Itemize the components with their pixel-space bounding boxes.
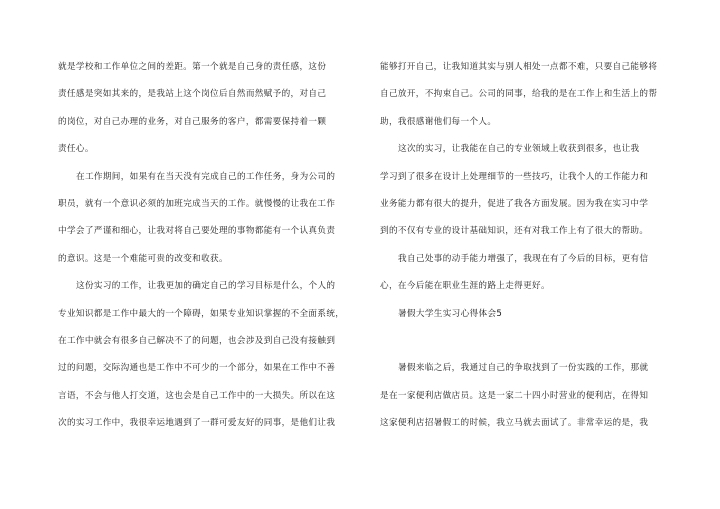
text-line: 责任感是突如其来的，是我站上这个岗位后自然而然赋予的，对自己	[58, 89, 327, 100]
text-line: 次的实习工作中，我很幸运地遇到了一群可爱友好的同事，是他们让我	[58, 418, 336, 429]
text-line: 就是学校和工作单位之间的差距。第一个就是自己身的责任感，这份	[58, 62, 327, 72]
text-line: 这次的实习，让我能在自己的专业领域上收获到很多，也让我	[398, 144, 640, 155]
left-text-column	[58, 54, 358, 437]
text-line: 学习到了很多在设计上处理细节的一些技巧，让我个人的工作能力和	[380, 171, 649, 182]
section-heading: 暑假大学生实习心得体会5	[398, 308, 503, 319]
blank-line	[380, 328, 685, 355]
text-line: 这家便利店招暑假工的时候，我立马就去面试了。非常幸运的是，我	[380, 418, 649, 429]
text-line: 业务能力都有很大的提升，促进了我各方面发展。因为我在实习中学	[380, 198, 649, 209]
text-line: 暑假来临之后，我通过自己的争取找到了一份实践的工作，那就	[398, 363, 649, 374]
text-line: 过的问题，交际沟通也是工作中不可少的一个部分，如果在工作中不善	[58, 363, 336, 374]
text-line: 自己放开，不拘束自己。公司的同事，给我的是在工作上和生活上的帮	[380, 89, 658, 100]
text-line: 在工作中就会有很多自己解决不了的问题，也会涉及到自己没有接触到	[58, 335, 336, 346]
text-line: 责任心。	[58, 144, 94, 155]
text-line: 助，我很感谢他们每一个人。	[380, 116, 497, 127]
text-line: 中学会了严谨和细心，让我对将自己要处理的事物都能有一个认真负责	[58, 226, 336, 237]
text-line: 心，在今后能在职业生涯的路上走得更好。	[380, 281, 550, 292]
text-line: 是在一家便利店做店员。这是一家二十四小时营业的便利店，在得知	[380, 390, 649, 401]
text-line: 在工作期间，如果有在当天没有完成自己的工作任务，身为公司的	[76, 171, 336, 182]
text-line: 的岗位，对自己办理的业务，对自己服务的客户，都需要保持着一颗	[58, 116, 327, 127]
text-line: 到的不仅有专业的设计基础知识，还有对我工作上有了很大的帮助。	[380, 226, 649, 237]
right-text-column	[380, 54, 685, 437]
text-line: 能够打开自己，让我知道其实与别人相处一点都不难，只要自己能够将	[380, 62, 658, 72]
text-line: 的意识。这是一个难能可贵的改变和收获。	[58, 253, 228, 264]
text-line: 这份实习的工作，让我更加的确定自己的学习目标是什么，个人的	[76, 281, 336, 292]
text-line: 我自己处事的动手能力增强了，我现在有了今后的目标，更有信	[398, 253, 649, 264]
text-line: 专业知识都是工作中最大的一个障碍，如果专业知识掌握的不全面系统，	[58, 308, 345, 319]
text-line: 言语，不会与他人打交道，这也会是自己工作中的一大损失。所以在这	[58, 390, 336, 401]
text-line: 职员，就有一个意识必须的加班完成当天的工作。就慢慢的让我在工作	[58, 198, 336, 209]
